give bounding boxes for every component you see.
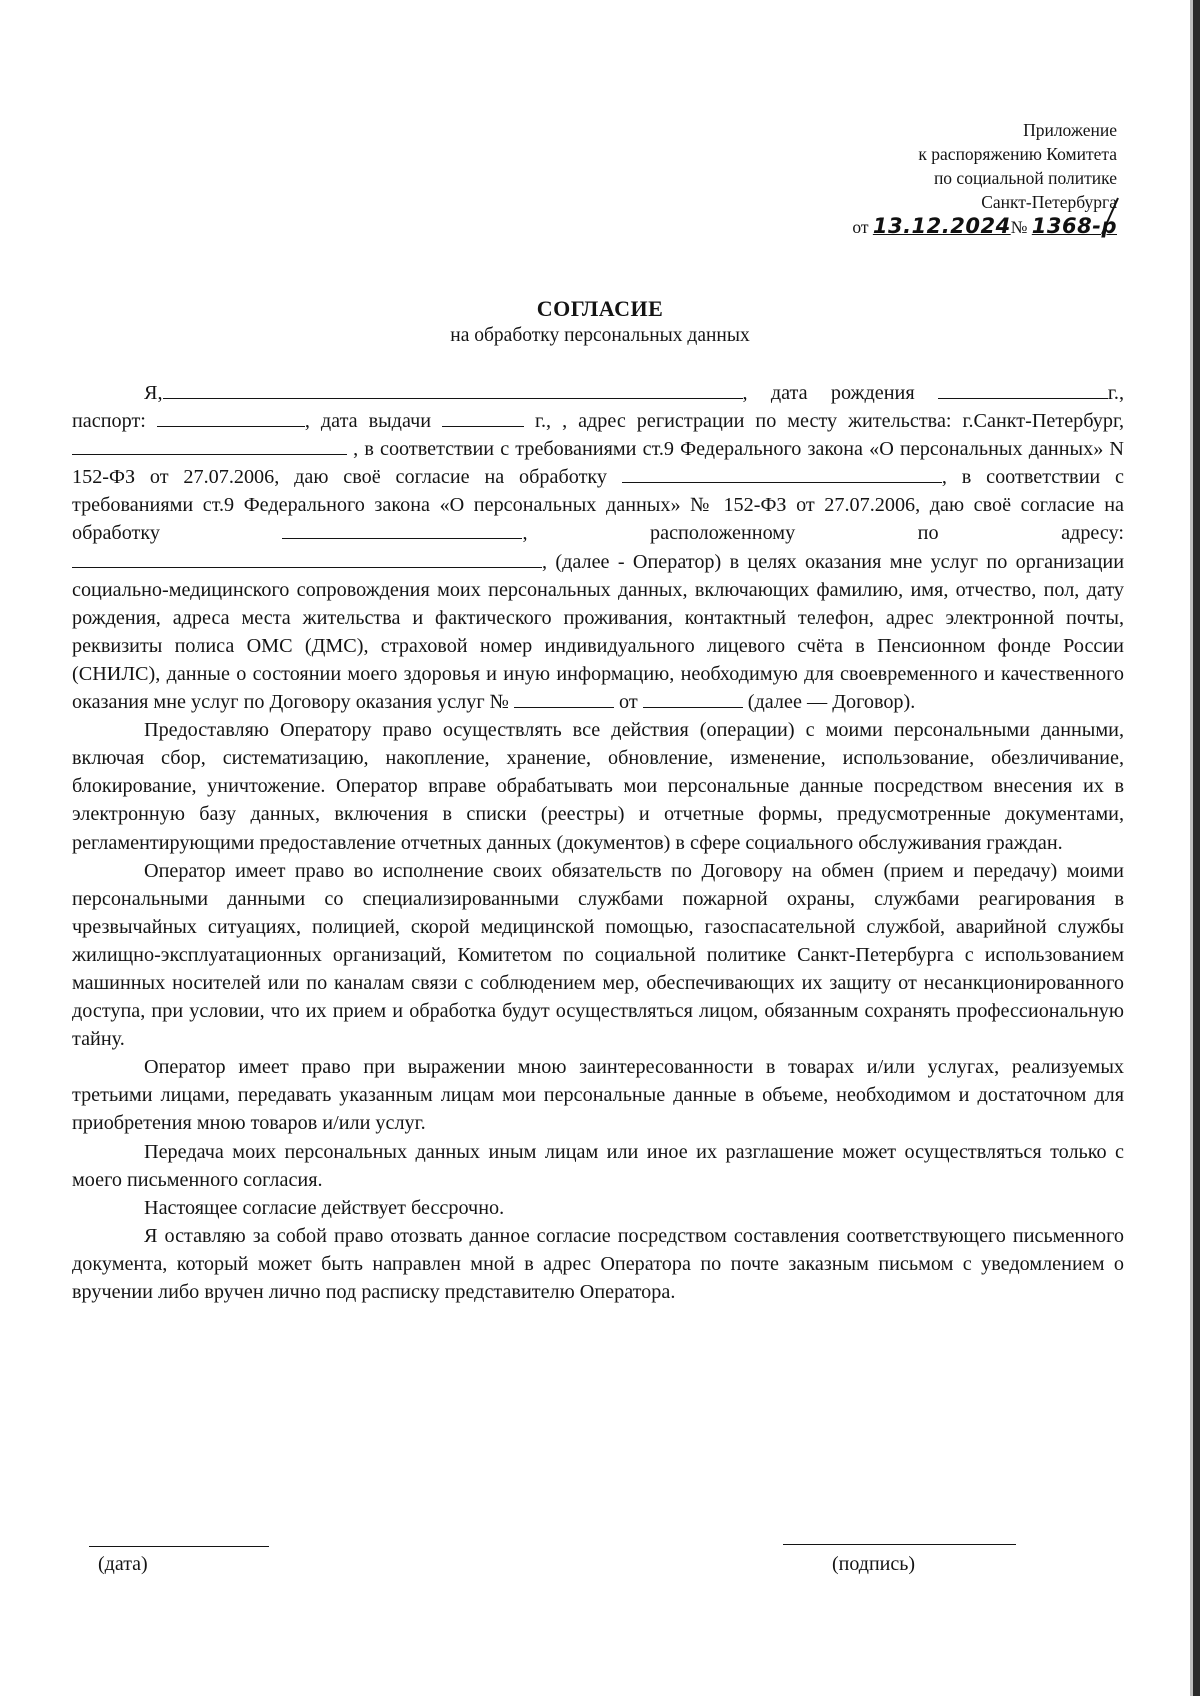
appendix-line-4: Санкт-Петербурга bbox=[981, 192, 1117, 212]
appendix-line-1: Приложение bbox=[1023, 120, 1117, 140]
contract-tail: (далее — Договор). bbox=[747, 691, 916, 714]
comma-mark: , bbox=[542, 550, 548, 573]
law-text-2: , в соответствии с требованиями ст.9 Федерального закона «О персональных данных» № 152-ФЗ от 27.07.2006, даю своё согласие на обработку bbox=[72, 466, 1124, 545]
operator-address-blank[interactable] bbox=[72, 548, 542, 568]
operator-text: (далее - Оператор) в целях оказания мне услуг по организации социально-медицинского сопровождения моих персональных данных, включающих фамилию, имя, отчество, пол, дату рождения, адреса места жительства и фактического проживания, контактный телефон, адрес электронной почты, реквизиты полиса ОМС (ДМС), страховой номер индивидуального лицевого счёта в Пенсионном фонде России (СНИЛС), данные о состоянии моего здоровья и иную информацию, необходимую для своевременного и качественного оказания мне услуг по Договору оказания услуг № bbox=[72, 550, 1125, 714]
birth-label: , дата рождения bbox=[742, 382, 915, 404]
law-text-1: , в соответствии с требованиями ст.9 Федерального закона «О персональных данных» N 152-ФЗ от 27.07.2006, даю своё согласие на обработку bbox=[72, 438, 1125, 489]
paragraph-transfer: Передача моих персональных данных иным лицам или иное их разглашение может осуществляться только с моего письменного согласия. bbox=[72, 1140, 1124, 1191]
operator-name-blank-1[interactable] bbox=[622, 463, 942, 483]
contract-date-blank[interactable] bbox=[643, 688, 743, 708]
paragraph-validity: Настоящее согласие действует бессрочно. bbox=[144, 1196, 505, 1219]
birth-date-blank[interactable] bbox=[938, 379, 1108, 399]
full-name-blank[interactable] bbox=[163, 379, 743, 399]
ya-label: Я, bbox=[144, 382, 163, 404]
passport-label: паспорт: bbox=[72, 410, 146, 433]
document-body bbox=[72, 379, 1124, 1306]
date-prefix: от bbox=[852, 217, 869, 237]
ot-label: от bbox=[619, 691, 638, 714]
issue-date-label: , дата выдачи bbox=[304, 410, 432, 433]
appendix-block bbox=[757, 118, 1117, 239]
appendix-line-3: по социальной политике bbox=[933, 168, 1117, 188]
paragraph-revoke: Я оставляю за собой право отозвать данное согласие посредством составления соответствующего письменного документа, который может быть направлен мной в адрес Оператора по почте заказным письмом с уведомлением о вручении либо вручен лично под расписку представителю Оператора. bbox=[72, 1224, 1124, 1303]
signature-line[interactable] bbox=[783, 1544, 1016, 1545]
issue-tail-text: г., , адрес регистрации по месту жительства: г.Санкт-Петербург, bbox=[535, 410, 1124, 433]
paragraph-third-parties: Оператор имеет право при выражении мною заинтересованности в товарах и/или услугах, реализуемых третьими лицами, передавать указанным лицам мои персональные данные в объеме, необходимом и достаточном для приобретения мною товаров и/или услуг. bbox=[72, 1056, 1124, 1135]
scan-edge bbox=[1193, 0, 1200, 1696]
handwritten-date: 13.12.2024 bbox=[872, 214, 1011, 238]
signature-label: (подпись) bbox=[832, 1553, 916, 1575]
located-label: , расположенному по адресу: bbox=[522, 522, 1125, 545]
passport-blank[interactable] bbox=[157, 407, 305, 427]
address-blank[interactable] bbox=[72, 435, 347, 455]
appendix-date-line bbox=[757, 214, 1117, 239]
operator-name-blank-2[interactable] bbox=[282, 519, 522, 539]
handwritten-number: 1368-р bbox=[1031, 214, 1117, 238]
appendix-line-2: к распоряжению Комитета bbox=[918, 144, 1117, 164]
document-subtitle: на обработку персональных данных bbox=[450, 325, 750, 346]
date-label: (дата) bbox=[98, 1553, 148, 1575]
paragraph-rights: Предоставляю Оператору право осуществлять все действия (операции) с моими персональными данными, включая сбор, систематизацию, накопление, хранение, обновление, изменение, использование, обезличивание, блокирование, уничтожение. Оператор вправе обрабатывать мои персональные данные посредством внесения их в электронную базу данных, включения в списки (реестры) и отчетные формы, предусмотренные документами, регламентирующими предоставление отчетных данных (документов) в сфере социального обслуживания граждан. bbox=[72, 719, 1124, 854]
contract-number-blank[interactable] bbox=[514, 688, 614, 708]
consent-paragraph bbox=[72, 379, 1124, 716]
handwritten-slash-mark bbox=[1096, 196, 1122, 236]
number-sign: № bbox=[1010, 217, 1028, 237]
issue-date-blank[interactable] bbox=[442, 407, 524, 427]
paragraph-exchange: Оператор имеет право во исполнение своих обязательств по Договору на обмен (прием и передачу) моими персональными данными со специализированными службами пожарной охраны, службами реагирования в чрезвычайных ситуациях, полицией, скорой медицинской помощью, газоспасательной службой, аварийной службы жилищно-эксплуатационных организаций, Комитетом по социальной политике Санкт-Петербурга с использованием машинных носителей или по каналам связи с соблюдением мер, обеспечивающих их защиту от несанкционированного доступа, при условии, что их прием и обработка будут осуществляться лицом, обязанным сохранять профессиональную тайну. bbox=[72, 859, 1124, 1051]
document-title: СОГЛАСИЕ bbox=[536, 296, 664, 321]
date-signature-line[interactable] bbox=[89, 1546, 269, 1547]
year-label: г., bbox=[1107, 382, 1124, 404]
